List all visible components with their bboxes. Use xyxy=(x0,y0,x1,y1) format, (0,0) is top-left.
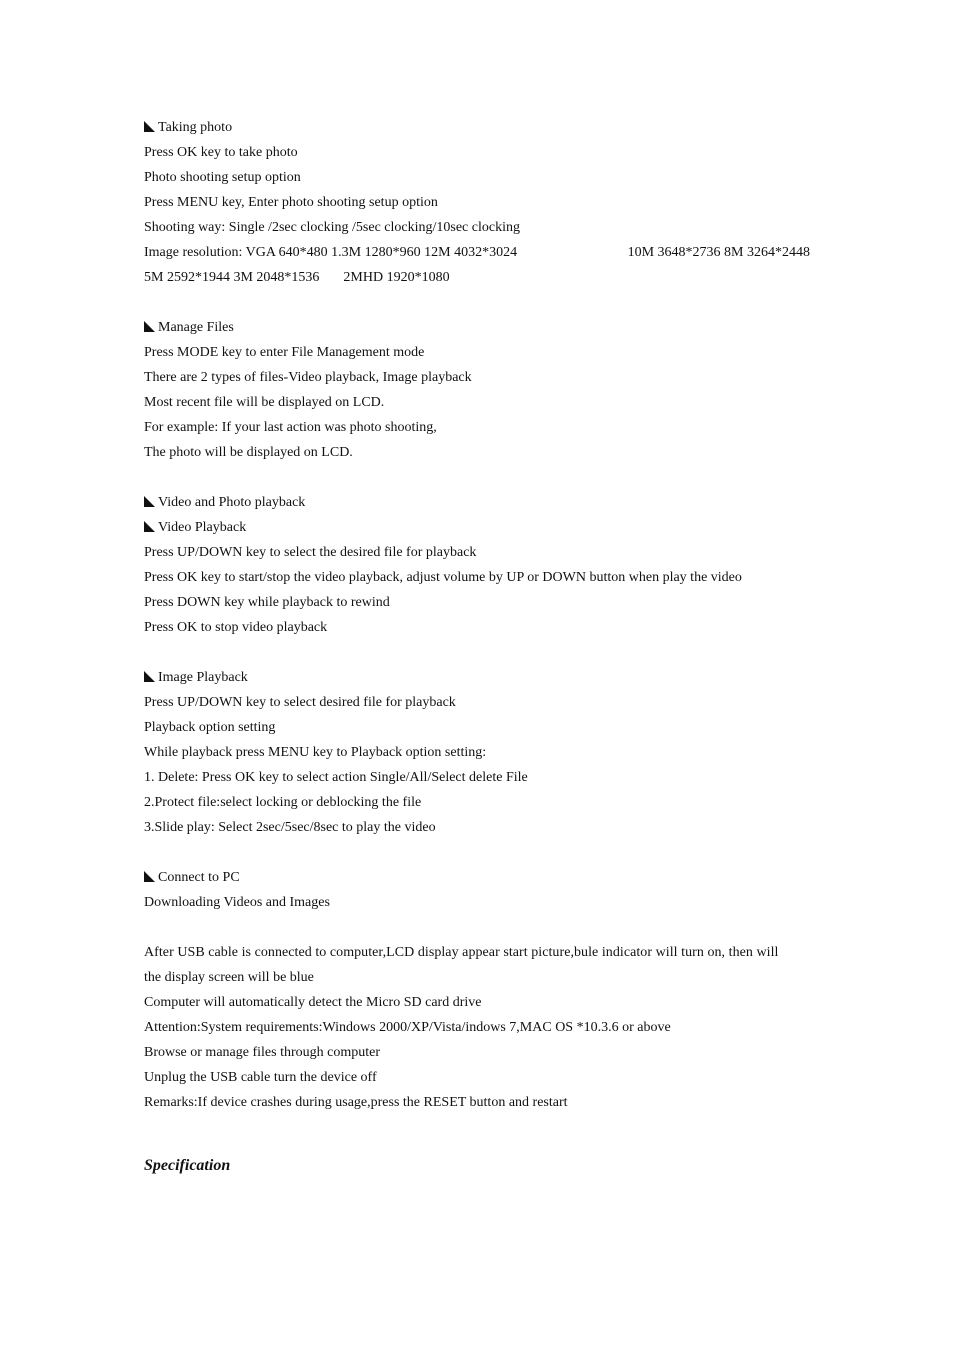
section-heading-manage-files xyxy=(144,315,810,340)
text-line: Most recent file will be displayed on LCD. xyxy=(144,395,385,410)
section-heading-video-photo-playback xyxy=(144,490,810,515)
text-line: 1. Delete: Press OK key to select action Single/All/Select delete File xyxy=(144,770,528,785)
resolution-text-a: Image resolution: VGA 640*480 1.3M 1280*960 12M 4032*3024 xyxy=(144,245,518,260)
resolution-text-c: 5M 2592*1944 3M 2048*1536 xyxy=(144,270,320,285)
text-line: Unplug the USB cable turn the device off xyxy=(144,1070,377,1085)
heading-text: Taking photo xyxy=(158,120,233,135)
text-line: Browse or manage files through computer xyxy=(144,1045,380,1060)
section-heading-taking-photo xyxy=(144,115,810,140)
text-line: Downloading Videos and Images xyxy=(144,895,330,910)
text-line: Press DOWN key while playback to rewind xyxy=(144,595,390,610)
heading-text: Manage Files xyxy=(158,320,234,335)
text-line: Press MENU key, Enter photo shooting setup option xyxy=(144,195,438,210)
heading-text: Video and Photo playback xyxy=(158,495,306,510)
text-line: Photo shooting setup option xyxy=(144,170,301,185)
text-line: For example: If your last action was photo shooting, xyxy=(144,420,437,435)
triangle-bullet-icon xyxy=(144,521,155,532)
text-line: 2.Protect file:select locking or deblocking the file xyxy=(144,795,422,810)
text-line: Press UP/DOWN key to select desired file for playback xyxy=(144,695,456,710)
resolution-text-b: 10M 3648*2736 8M 3264*2448 xyxy=(627,245,810,260)
usb-paragraph-line-1: After USB cable is connected to computer,LCD display appear start picture,bule indicator will turn on, then will xyxy=(144,945,779,960)
text-line: Attention:System requirements:Windows 2000/XP/Vista/indows 7,MAC OS *10.3.6 or above xyxy=(144,1020,671,1035)
triangle-bullet-icon xyxy=(144,121,155,132)
triangle-bullet-icon xyxy=(144,871,155,882)
specification-heading: Specification xyxy=(144,1157,231,1174)
text-line: Shooting way: Single /2sec clocking /5sec clocking/10sec clocking xyxy=(144,220,520,235)
text-line: While playback press MENU key to Playback option setting: xyxy=(144,745,487,760)
usb-paragraph-line-2: the display screen will be blue xyxy=(144,970,314,985)
triangle-bullet-icon xyxy=(144,496,155,507)
text-line: There are 2 types of files-Video playback, Image playback xyxy=(144,370,472,385)
text-line: Computer will automatically detect the Micro SD card drive xyxy=(144,995,482,1010)
heading-text: Connect to PC xyxy=(158,870,240,885)
text-line: Playback option setting xyxy=(144,720,276,735)
heading-text: Video Playback xyxy=(158,520,247,535)
image-resolution-line-2 xyxy=(144,265,810,290)
triangle-bullet-icon xyxy=(144,671,155,682)
heading-text: Image Playback xyxy=(158,670,248,685)
text-line: Remarks:If device crashes during usage,press the RESET button and restart xyxy=(144,1095,568,1110)
text-line: Press OK to stop video playback xyxy=(144,620,328,635)
section-heading-connect-pc xyxy=(144,865,810,890)
text-line: 3.Slide play: Select 2sec/5sec/8sec to play the video xyxy=(144,820,436,835)
document-content xyxy=(144,115,810,1178)
text-line: Press OK key to start/stop the video playback, adjust volume by UP or DOWN button when play the video xyxy=(144,570,742,585)
text-line: The photo will be displayed on LCD. xyxy=(144,445,353,460)
triangle-bullet-icon xyxy=(144,321,155,332)
text-line: Press MODE key to enter File Management mode xyxy=(144,345,425,360)
section-heading-image-playback xyxy=(144,665,810,690)
text-line: Press OK key to take photo xyxy=(144,145,298,160)
section-heading-video-playback xyxy=(144,515,810,540)
resolution-text-d: 2MHD 1920*1080 xyxy=(343,270,450,285)
image-resolution-line xyxy=(144,240,810,265)
text-line: Press UP/DOWN key to select the desired file for playback xyxy=(144,545,477,560)
